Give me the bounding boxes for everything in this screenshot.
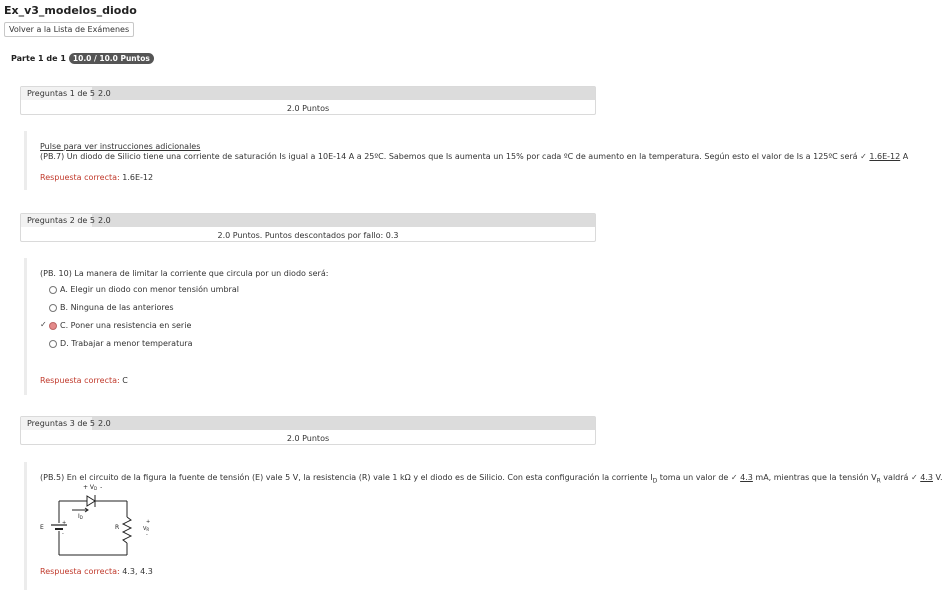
q3-text-e: V. [932, 473, 943, 482]
radio-icon[interactable] [49, 304, 57, 312]
check-icon: ✓ [730, 473, 738, 482]
question-3-answer-2: 4.3 [920, 473, 933, 482]
question-1-answer: 1.6E-12 [869, 152, 901, 161]
question-3-number: Preguntas 3 de 5 [21, 417, 92, 430]
vr-label: $V_R$ [143, 526, 150, 532]
question-3-answer-1: 4.3 [740, 473, 753, 482]
question-1-prompt: (PB.7) Un diodo de Silicio tiene una corriente de saturación Is igual a 10E-14 A a 25ºC. Sabemos que Is aumenta un 15% por cada ºC de aumento en la temperatura. Según esto el valor de Is a 125ºC será [40, 152, 858, 161]
battery-minus: - [62, 531, 64, 537]
correct-answer-value: 1.6E-12 [122, 173, 154, 182]
part-label: Parte 1 de 1 [11, 54, 66, 63]
question-1-header [20, 86, 596, 115]
check-icon: ✓ [860, 152, 867, 161]
check-icon: ✓ [40, 320, 47, 329]
option-a-label: A. Elegir un diodo con menor tensión umbral [60, 285, 239, 294]
question-3-correct [40, 567, 153, 576]
back-to-exams-button[interactable]: Volver a la Lista de Exámenes [4, 22, 134, 37]
q3-text-d: valdrá [880, 473, 909, 482]
r-label: R [115, 524, 120, 531]
q3-text-b: toma un valor de [657, 473, 729, 482]
question-1-answer-unit: A [902, 152, 909, 161]
battery-plus: + [62, 520, 67, 526]
option-c-label: C. Poner una resistencia en serie [60, 321, 192, 330]
question-2-score: 2.0 [98, 216, 111, 225]
question-3-points: 2.0 Puntos [286, 434, 330, 443]
option-c[interactable] [49, 321, 191, 330]
check-icon: ✓ [910, 473, 918, 482]
question-3-score: 2.0 [98, 419, 111, 428]
option-b-label: B. Ninguna de las anteriores [60, 303, 174, 312]
question-1-correct [40, 173, 153, 182]
question-2-correct [40, 376, 128, 385]
question-2-number: Preguntas 2 de 5 [21, 214, 92, 227]
vr-minus: - [146, 532, 148, 538]
part-header [11, 53, 154, 64]
question-1-text [40, 152, 908, 162]
correct-answer-label: Respuesta correcta: [40, 173, 120, 182]
e-label: E [40, 524, 44, 531]
option-d[interactable] [49, 339, 192, 348]
vr-plus: + [146, 519, 151, 525]
option-b[interactable] [49, 303, 174, 312]
correct-answer-label: Respuesta correcta: [40, 567, 120, 576]
part-score-badge: 10.0 / 10.0 Puntos [69, 53, 154, 64]
radio-selected-icon[interactable] [49, 322, 57, 330]
correct-answer-value: C [122, 376, 128, 385]
question-2-points: 2.0 Puntos. Puntos descontados por fallo: 0.3 [217, 231, 399, 240]
q3-sub-b: R [876, 477, 881, 485]
question-3-text [40, 473, 943, 487]
option-d-label: D. Trabajar a menor temperatura [60, 339, 193, 348]
page-title: Ex_v3_modelos_diodo [4, 4, 137, 17]
q3-text-a: (PB.5) En el circuito de la figura la fuente de tensión (E) vale 5 V, la resistencia (R) vale 1 kΩ y el diodo es de Silicio. Con esta configuración la corriente I [40, 473, 653, 482]
question-1-number: Preguntas 1 de 5 [21, 87, 92, 100]
question-2-text: (PB. 10) La manera de limitar la corriente que circula por un diodo será: [40, 269, 329, 278]
radio-icon[interactable] [49, 286, 57, 294]
correct-answer-value: 4.3, 4.3 [122, 567, 153, 576]
question-2-header [20, 213, 596, 242]
option-a[interactable] [49, 285, 239, 294]
instructions-link[interactable]: Pulse para ver instrucciones adicionales [40, 142, 201, 151]
question-1-points: 2.0 Puntos [286, 104, 330, 113]
id-label: ID [78, 513, 83, 520]
correct-answer-label: Respuesta correcta: [40, 376, 120, 385]
circuit-diagram [36, 481, 166, 561]
question-3-header [20, 416, 596, 445]
vd-label: + VD - [83, 484, 103, 491]
radio-icon[interactable] [49, 340, 57, 348]
question-1-score: 2.0 [98, 89, 111, 98]
q3-sub-a: D [652, 477, 658, 485]
q3-text-c: mA, mientras que la tensión V [752, 473, 877, 482]
